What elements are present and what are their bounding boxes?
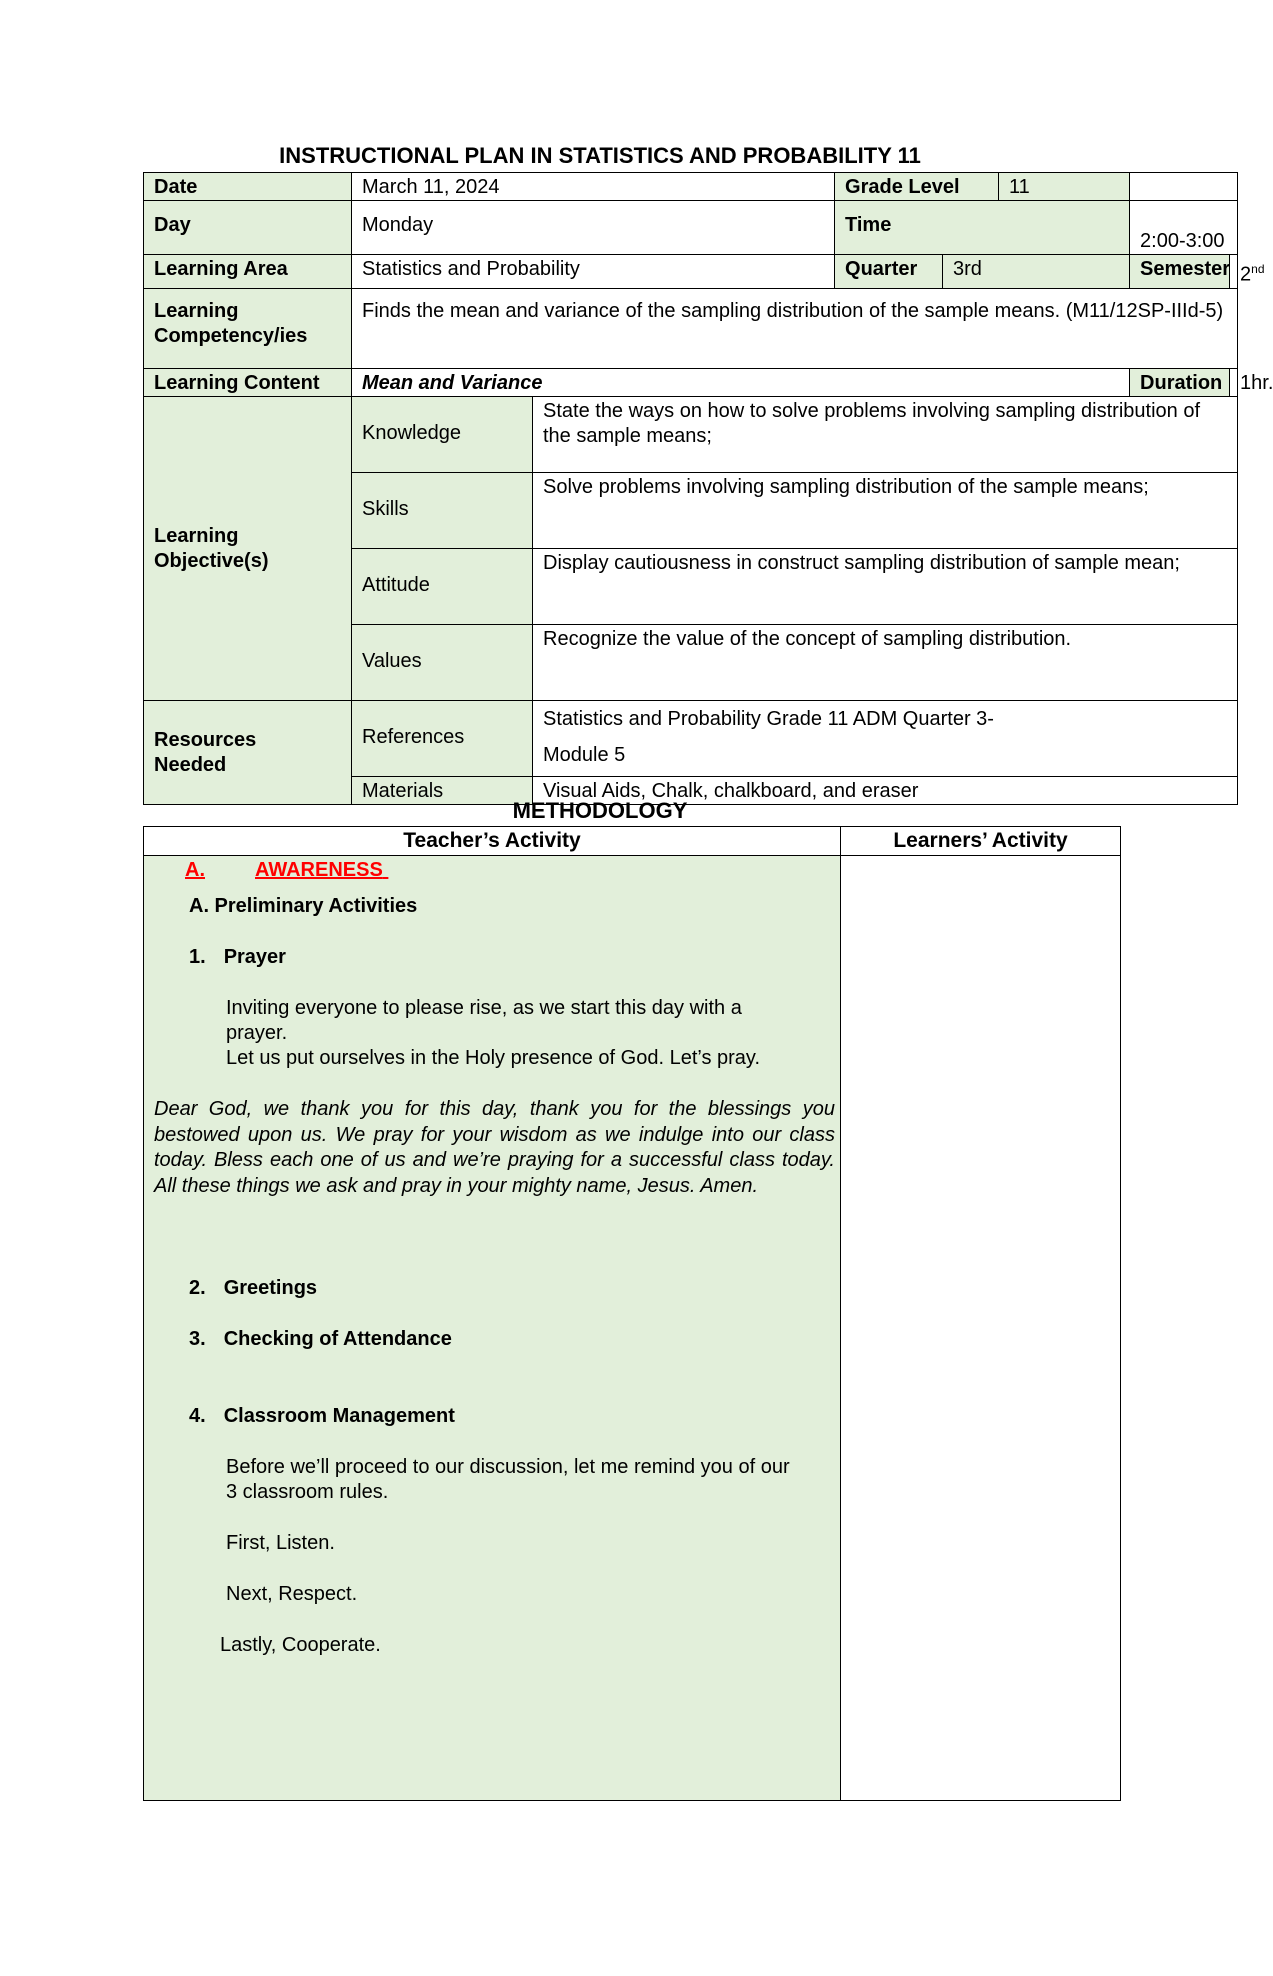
skills-label: Skills (352, 472, 533, 548)
teacher-activity-cell (144, 856, 841, 1801)
objectives-label: Learning Objective(s) (144, 396, 352, 700)
references-value: Statistics and Probability Grade 11 ADM Quarter 3- Module 5 (533, 700, 1238, 776)
learning-content-label: Learning Content (144, 368, 352, 396)
grade-level-blank (1130, 173, 1238, 201)
materials-label: Materials (352, 776, 533, 804)
time-value: 2:00-3:00 (1130, 201, 1238, 255)
preliminary-heading: A. Preliminary Activities (189, 895, 418, 917)
learning-content-value: Mean and Variance (352, 368, 1130, 396)
knowledge-label: Knowledge (352, 396, 533, 472)
grade-level-label: Grade Level (835, 173, 999, 201)
rule-2: Next, Respect. (226, 1583, 358, 1605)
values-value: Recognize the value of the concept of sampling distribution. (533, 624, 1238, 700)
info-table (143, 172, 1273, 805)
references-label: References (352, 700, 533, 776)
prayer-item: 1. Prayer (189, 946, 286, 968)
attitude-label: Attitude (352, 548, 533, 624)
duration-label: Duration (1130, 368, 1230, 396)
attendance-item: 3. Checking of Attendance (189, 1328, 452, 1350)
methodology-table (143, 826, 1121, 1801)
materials-value: Visual Aids, Chalk, chalkboard, and eraser (533, 776, 1238, 804)
date-value: March 11, 2024 (352, 173, 835, 201)
knowledge-value: State the ways on how to solve problems involving sampling distribution of the sample means; (533, 396, 1238, 472)
prayer-text-3: Let us put ourselves in the Holy presence of God. Let’s pray. (226, 1047, 761, 1069)
management-text-1: Before we’ll proceed to our discussion, let me remind you of our (226, 1456, 790, 1478)
quarter-value: 3rd (943, 255, 1130, 289)
duration-value: 1hr. (1230, 368, 1238, 396)
learning-area-value: Statistics and Probability (352, 255, 835, 289)
values-label: Values (352, 624, 533, 700)
attitude-value: Display cautiousness in construct sampling distribution of sample mean; (533, 548, 1238, 624)
prayer-text-1: Inviting everyone to please rise, as we start this day with a (226, 997, 742, 1019)
semester-label: Semester (1130, 255, 1230, 289)
semester-value: 2 (1240, 263, 1252, 286)
awareness-heading: A. AWARENESS (185, 859, 383, 881)
competency-value: Finds the mean and variance of the sampling distribution of the sample means. (M11/12SP-IIId-5) (352, 288, 1238, 368)
teacher-activity-header: Teacher’s Activity (144, 827, 841, 856)
quarter-label: Quarter (835, 255, 943, 289)
day-value: Monday (352, 201, 835, 255)
document-title: INSTRUCTIONAL PLAN IN STATISTICS AND PROBABILITY 11 (279, 143, 921, 168)
semester-superscript: nd (1251, 262, 1265, 276)
learners-activity-header: Learners’ Activity (841, 827, 1121, 856)
competency-label: Learning Competency/ies (144, 288, 352, 368)
methodology-title: METHODOLOGY (512, 798, 688, 823)
grade-level-value: 11 (999, 173, 1130, 201)
greetings-item: 2. Greetings (189, 1277, 318, 1299)
management-text-2: 3 classroom rules. (226, 1481, 389, 1503)
classroom-management-item: 4. Classroom Management (189, 1405, 455, 1427)
semester-cell (1230, 255, 1265, 289)
rule-1: First, Listen. (226, 1532, 335, 1554)
resources-label: Resources Needed (144, 700, 352, 804)
day-label: Day (144, 201, 352, 255)
time-label: Time (835, 201, 1130, 255)
prayer-body: Dear God, we thank you for this day, thank you for the blessings you bestowed upon us. We pray for your wisdom as we indulge into our class today. Bless each one of us and we’re praying for a successful class today. All these things we ask and pray in your mighty name, Jesus. Amen. (154, 1098, 835, 1197)
date-label: Date (144, 173, 352, 201)
learners-activity-cell (841, 856, 1121, 1801)
rule-3: Lastly, Cooperate. (220, 1634, 381, 1656)
skills-value: Solve problems involving sampling distribution of the sample means; (533, 472, 1238, 548)
prayer-text-2: prayer. (226, 1022, 288, 1044)
learning-area-label: Learning Area (144, 255, 352, 289)
